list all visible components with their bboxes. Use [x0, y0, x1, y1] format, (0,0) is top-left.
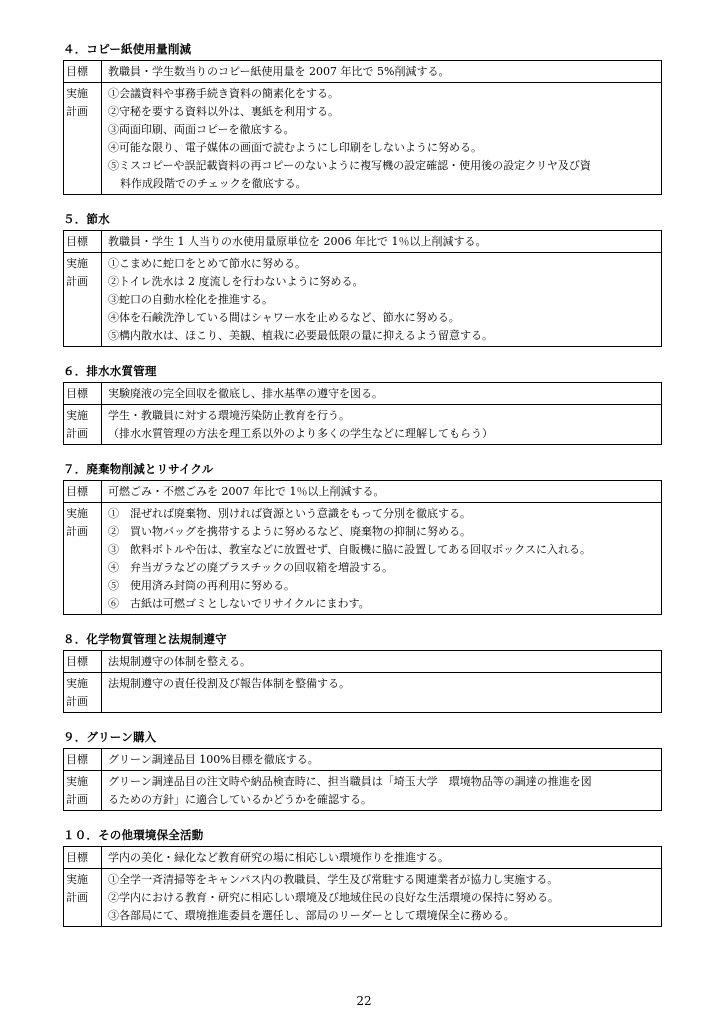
plan-item: ③両面印刷、両面コピーを徹底する。 [108, 123, 295, 136]
section-water-saving [63, 212, 662, 347]
plan-item: 学生・教職員に対する環境汚染防止教育を行う。 [108, 409, 350, 422]
goal-label: 目標 [64, 231, 102, 253]
plan-label: 実施 計画 [64, 869, 102, 927]
goal-text: 可燃ごみ・不燃ごみを 2007 年比で 1％以上削減する。 [102, 481, 662, 503]
section-table [63, 480, 662, 615]
plan-item: ⑤ミスコピーや誤記載資料の再コピーのないように複写機の設定確認・使用後の設定クリヤ及び資 [108, 159, 591, 172]
plan-item: ⑥ 古紙は可燃ゴミとしないでリサイクルにまわす。 [108, 597, 370, 610]
goal-label: 目標 [64, 847, 102, 869]
section-other-conservation [63, 828, 662, 927]
section-title: ８．化学物質管理と法規制遵守 [63, 632, 227, 646]
section-title: ６．排水水質管理 [63, 364, 157, 378]
plan-item: ③ 飲料ボトルや缶は、教室などに放置せず、自販機に脇に設置してある回収ボックスに入れる。 [108, 543, 592, 556]
goal-label: 目標 [64, 481, 102, 503]
plan-item: ①こまめに蛇口をとめて節水に努める。 [108, 257, 306, 270]
goal-label: 目標 [64, 651, 102, 673]
plan-item: ④体を石鹸洗浄している間はシャワー水を止めるなど、節水に努める。 [108, 311, 460, 324]
goal-text: グリーン調達品目 100%目標を徹底する。 [102, 749, 662, 771]
section-chemical-management [63, 632, 662, 713]
plan-item: ② 買い物バッグを携帯するように努めるなど、廃棄物の抑制に努める。 [108, 525, 471, 538]
section-copy-paper [63, 42, 662, 195]
section-green-purchasing [63, 730, 662, 811]
plan-items [102, 405, 662, 445]
plan-item: ①会議資料や事務手続き資料の簡素化をする。 [108, 87, 339, 100]
plan-items [102, 253, 662, 347]
goal-label: 目標 [64, 61, 102, 83]
plan-item: ③蛇口の自動水栓化を推進する。 [108, 293, 273, 306]
goal-text: 実験廃液の完全回収を徹底し、排水基準の遵守を図る。 [102, 383, 662, 405]
section-title: ５．節水 [63, 212, 110, 226]
plan-item: ⑤ 使用済み封筒の再利用に努める。 [108, 579, 295, 592]
plan-item [108, 693, 657, 711]
plan-item: ④可能な限り、電子媒体の画面で読むようにし印刷をしないように努める。 [108, 141, 482, 154]
goal-text: 法規制遵守の体制を整える。 [102, 651, 662, 673]
plan-items [102, 869, 662, 927]
plan-label: 実施 計画 [64, 253, 102, 347]
plan-item: 法規制遵守の責任役割及び報告体制を整備する。 [108, 677, 350, 690]
goal-label: 目標 [64, 383, 102, 405]
section-table [63, 846, 662, 927]
plan-item: ③各部局にて、環境推進委員を選任し、部局のリーダーとして環境保全に務める。 [108, 909, 515, 922]
page-number: 22 [356, 994, 372, 1008]
plan-label: 実施 計画 [64, 83, 102, 195]
plan-items [102, 503, 662, 615]
section-table [63, 382, 662, 445]
section-wastewater [63, 364, 662, 445]
section-title: １０．その他環境保全活動 [63, 828, 204, 842]
section-title: ４．コピー紙使用量削減 [63, 42, 192, 56]
goal-text: 教職員・学生 1 人当りの水使用量原単位を 2006 年比で 1％以上削減する。 [102, 231, 662, 253]
plan-item: ②学内における教育・研究に相応しい環境及び地域住民の良好な生活環境の保持に努める。 [108, 891, 559, 904]
plan-item: ④ 弁当ガラなどの廃プラスチックの回収箱を増設する。 [108, 561, 394, 574]
section-table [63, 748, 662, 811]
plan-item: るための方針」に適合しているかどうかを確認する。 [108, 793, 372, 806]
section-table [63, 60, 662, 195]
section-table [63, 650, 662, 713]
plan-item: 料作成段階でのチェックを徹底する。 [120, 177, 307, 190]
goal-text: 教職員・学生数当りのコピー紙使用量を 2007 年比で 5%削減する。 [102, 61, 662, 83]
goal-text: 学内の美化・緑化など教育研究の場に相応しい環境作りを推進する。 [102, 847, 662, 869]
section-title: ９．グリーン購入 [63, 730, 157, 744]
goal-label: 目標 [64, 749, 102, 771]
section-waste-recycle [63, 462, 662, 615]
plan-items [102, 673, 662, 713]
plan-label: 実施 計画 [64, 503, 102, 615]
plan-label: 実施 計画 [64, 405, 102, 445]
section-title: ７．廃棄物削減とリサイクル [63, 462, 214, 476]
plan-item: ①全学一斉清掃等をキャンパス内の教職員、学生及び常駐する関連業者が協力し実施する。 [108, 873, 559, 886]
plan-item: ① 混ぜれば廃棄物、別ければ資源という意識をもって分別を徹底する。 [108, 507, 471, 520]
plan-item: グリーン調達品目の注文時や納品検査時に、担当職員は「埼玉大学 環境物品等の調達の推進を図 [108, 775, 592, 788]
plan-item: ⑤構内散水は、ほこり、美観、植栽に必要最低限の量に抑えるよう留意する。 [108, 329, 493, 342]
plan-items [102, 771, 662, 811]
plan-item: （排水水質管理の方法を理工系以外のより多くの学生などに理解してもらう） [108, 427, 493, 440]
plan-item: ②守秘を要する資料以外は、裏紙を利用する。 [108, 105, 339, 118]
plan-label: 実施 計画 [64, 771, 102, 811]
section-table [63, 230, 662, 347]
document-page [63, 42, 662, 944]
plan-item: ②トイレ洗水は 2 度流しを行わないように努める。 [108, 275, 364, 288]
plan-label: 実施 計画 [64, 673, 102, 713]
plan-items [102, 83, 662, 195]
